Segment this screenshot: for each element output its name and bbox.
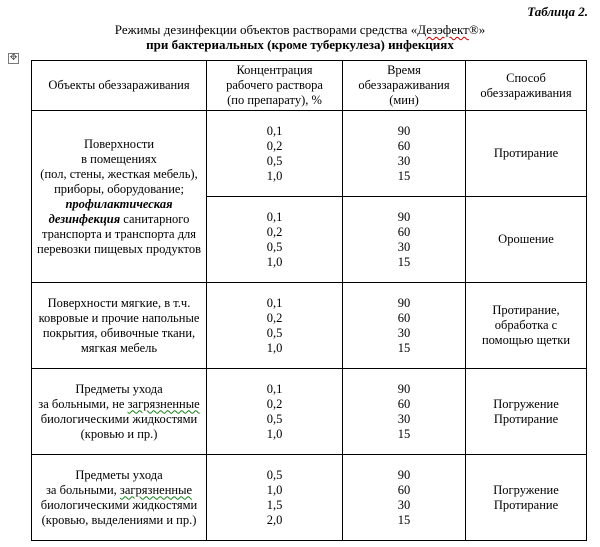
- header-concentration-l2: рабочего раствора: [226, 78, 323, 92]
- table-title-line1: [0, 22, 600, 38]
- object-prefix: за больными,: [45, 482, 120, 497]
- time-value: 60: [397, 396, 411, 411]
- time-value: 30: [397, 153, 411, 168]
- table-row: [32, 111, 587, 197]
- concentration-value: 0,2: [266, 396, 283, 411]
- object-line: биологическими жидкостями: [40, 411, 198, 426]
- object-line: Поверхности: [83, 136, 155, 151]
- object-line: в помещениях: [81, 151, 157, 166]
- concentration-value: 0,1: [266, 209, 283, 224]
- method-line: Протирание: [493, 497, 559, 512]
- time-value: 30: [397, 325, 411, 340]
- table-row: [32, 283, 587, 369]
- method-cell: [466, 455, 587, 541]
- concentration-value: 0,1: [266, 381, 283, 396]
- header-time: [343, 61, 466, 111]
- method-line: Протирание: [493, 411, 559, 426]
- object-line: покрытия, обивочные ткани,: [42, 325, 196, 340]
- object-line: Поверхности мягкие, в т.ч.: [47, 295, 191, 310]
- concentration-value: 0,5: [266, 325, 283, 340]
- table-move-handle-icon[interactable]: ✥: [9, 53, 18, 63]
- object-line: (пол, стены, жесткая мебель),: [40, 166, 198, 181]
- time-value: 60: [397, 138, 411, 153]
- time-value: 15: [397, 168, 411, 183]
- object-line: (кровью, выделениями и пр.): [41, 512, 197, 527]
- time-cell: [343, 455, 466, 541]
- title-suffix: ®»: [468, 22, 486, 37]
- object-line: Предметы ухода: [75, 381, 163, 396]
- concentration-value: 1,0: [266, 482, 283, 497]
- header-row: [32, 61, 587, 111]
- title-prefix: Режимы дезинфекции объектов растворами средства «: [114, 22, 418, 37]
- time-value: 60: [397, 482, 411, 497]
- concentration-cell: [207, 369, 343, 455]
- concentration-value: 0,5: [266, 153, 283, 168]
- method-cell: [466, 369, 587, 455]
- object-prefix: за больными, не: [38, 396, 128, 411]
- method-line: Протирание,: [492, 303, 560, 317]
- object-line: приборы, оборудование;: [54, 181, 184, 196]
- table-number: Таблица 2.: [527, 4, 588, 19]
- object-underlined: загрязненные: [119, 482, 193, 497]
- time-value: 30: [397, 411, 411, 426]
- time-value: 15: [397, 426, 411, 441]
- header-concentration: [207, 61, 343, 111]
- time-value: 15: [397, 340, 411, 355]
- header-concentration-l3: (по препарату), %: [227, 93, 322, 107]
- header-concentration-l1: Концентрация: [236, 63, 313, 77]
- time-value: 30: [397, 239, 411, 254]
- time-value: 90: [397, 467, 411, 482]
- header-time-l2: обеззараживания: [358, 78, 450, 92]
- time-cell: [343, 197, 466, 283]
- time-value: 15: [397, 512, 411, 527]
- header-objects: Объекты обеззараживания: [32, 61, 207, 111]
- concentration-value: 0,2: [266, 138, 283, 153]
- object-cell-care-items-clean: [32, 369, 207, 455]
- time-value: 30: [397, 497, 411, 512]
- method-line: Погружение: [493, 482, 559, 497]
- object-line: ковровые и прочие напольные: [38, 310, 200, 325]
- object-cell-care-items-contaminated: [32, 455, 207, 541]
- concentration-value: 0,5: [266, 239, 283, 254]
- time-cell: [343, 369, 466, 455]
- method-cell: Орошение: [466, 197, 587, 283]
- time-value: 90: [397, 209, 411, 224]
- object-line: Предметы ухода: [75, 467, 163, 482]
- concentration-value: 0,1: [266, 123, 283, 138]
- time-value: 90: [397, 123, 411, 138]
- method-line: помощью щетки: [481, 333, 571, 347]
- object-cell-soft-surfaces: [32, 283, 207, 369]
- header-method-l1: Способ: [506, 70, 546, 85]
- concentration-cell: [207, 283, 343, 369]
- header-method: [466, 61, 587, 111]
- time-value: 60: [397, 310, 411, 325]
- header-time-l3: (мин): [389, 93, 419, 107]
- concentration-value: 1,5: [266, 497, 283, 512]
- method-cell: [466, 283, 587, 369]
- object-cell-hard-surfaces: [32, 111, 207, 283]
- concentration-value: 0,5: [266, 467, 283, 482]
- object-line: (кровью и пр.): [80, 426, 158, 441]
- method-line: обработка с: [494, 318, 558, 332]
- concentration-cell: [207, 197, 343, 283]
- time-value: 90: [397, 295, 411, 310]
- header-method-l2: обеззараживания: [480, 85, 572, 100]
- header-time-l1: Время: [387, 63, 421, 77]
- method-line: Погружение: [493, 396, 559, 411]
- method-cell: Протирание: [466, 111, 587, 197]
- object-line: [36, 397, 202, 412]
- concentration-value: 1,0: [266, 254, 283, 269]
- time-value: 15: [397, 254, 411, 269]
- table-title-line2: при бактериальных (кроме туберкулеза) инфекциях: [146, 37, 454, 52]
- object-line: [36, 483, 202, 498]
- concentration-value: 1,0: [266, 168, 283, 183]
- table-row: [32, 369, 587, 455]
- disinfection-table: [31, 60, 587, 541]
- concentration-value: 0,1: [266, 295, 283, 310]
- product-name: Дезэфект: [417, 22, 469, 37]
- concentration-value: 0,2: [266, 310, 283, 325]
- concentration-cell: [207, 111, 343, 197]
- concentration-value: 0,2: [266, 224, 283, 239]
- object-line: биологическими жидкостями: [40, 497, 198, 512]
- concentration-value: 1,0: [266, 426, 283, 441]
- concentration-value: 2,0: [266, 512, 283, 527]
- object-line: мягкая мебель: [80, 340, 158, 355]
- object-prophylactic-text: [36, 197, 202, 257]
- table-row: [32, 455, 587, 541]
- time-value: 90: [397, 381, 411, 396]
- time-cell: [343, 111, 466, 197]
- object-bolditalic: профилактическая дезинфекция: [48, 196, 173, 226]
- concentration-cell: [207, 455, 343, 541]
- time-cell: [343, 283, 466, 369]
- object-tail: санитарного транспорта и транспорта для перевозки пищевых продуктов: [37, 211, 201, 256]
- concentration-value: 0,5: [266, 411, 283, 426]
- concentration-value: 1,0: [266, 340, 283, 355]
- object-underlined: загрязненные: [127, 396, 200, 411]
- time-value: 60: [397, 224, 411, 239]
